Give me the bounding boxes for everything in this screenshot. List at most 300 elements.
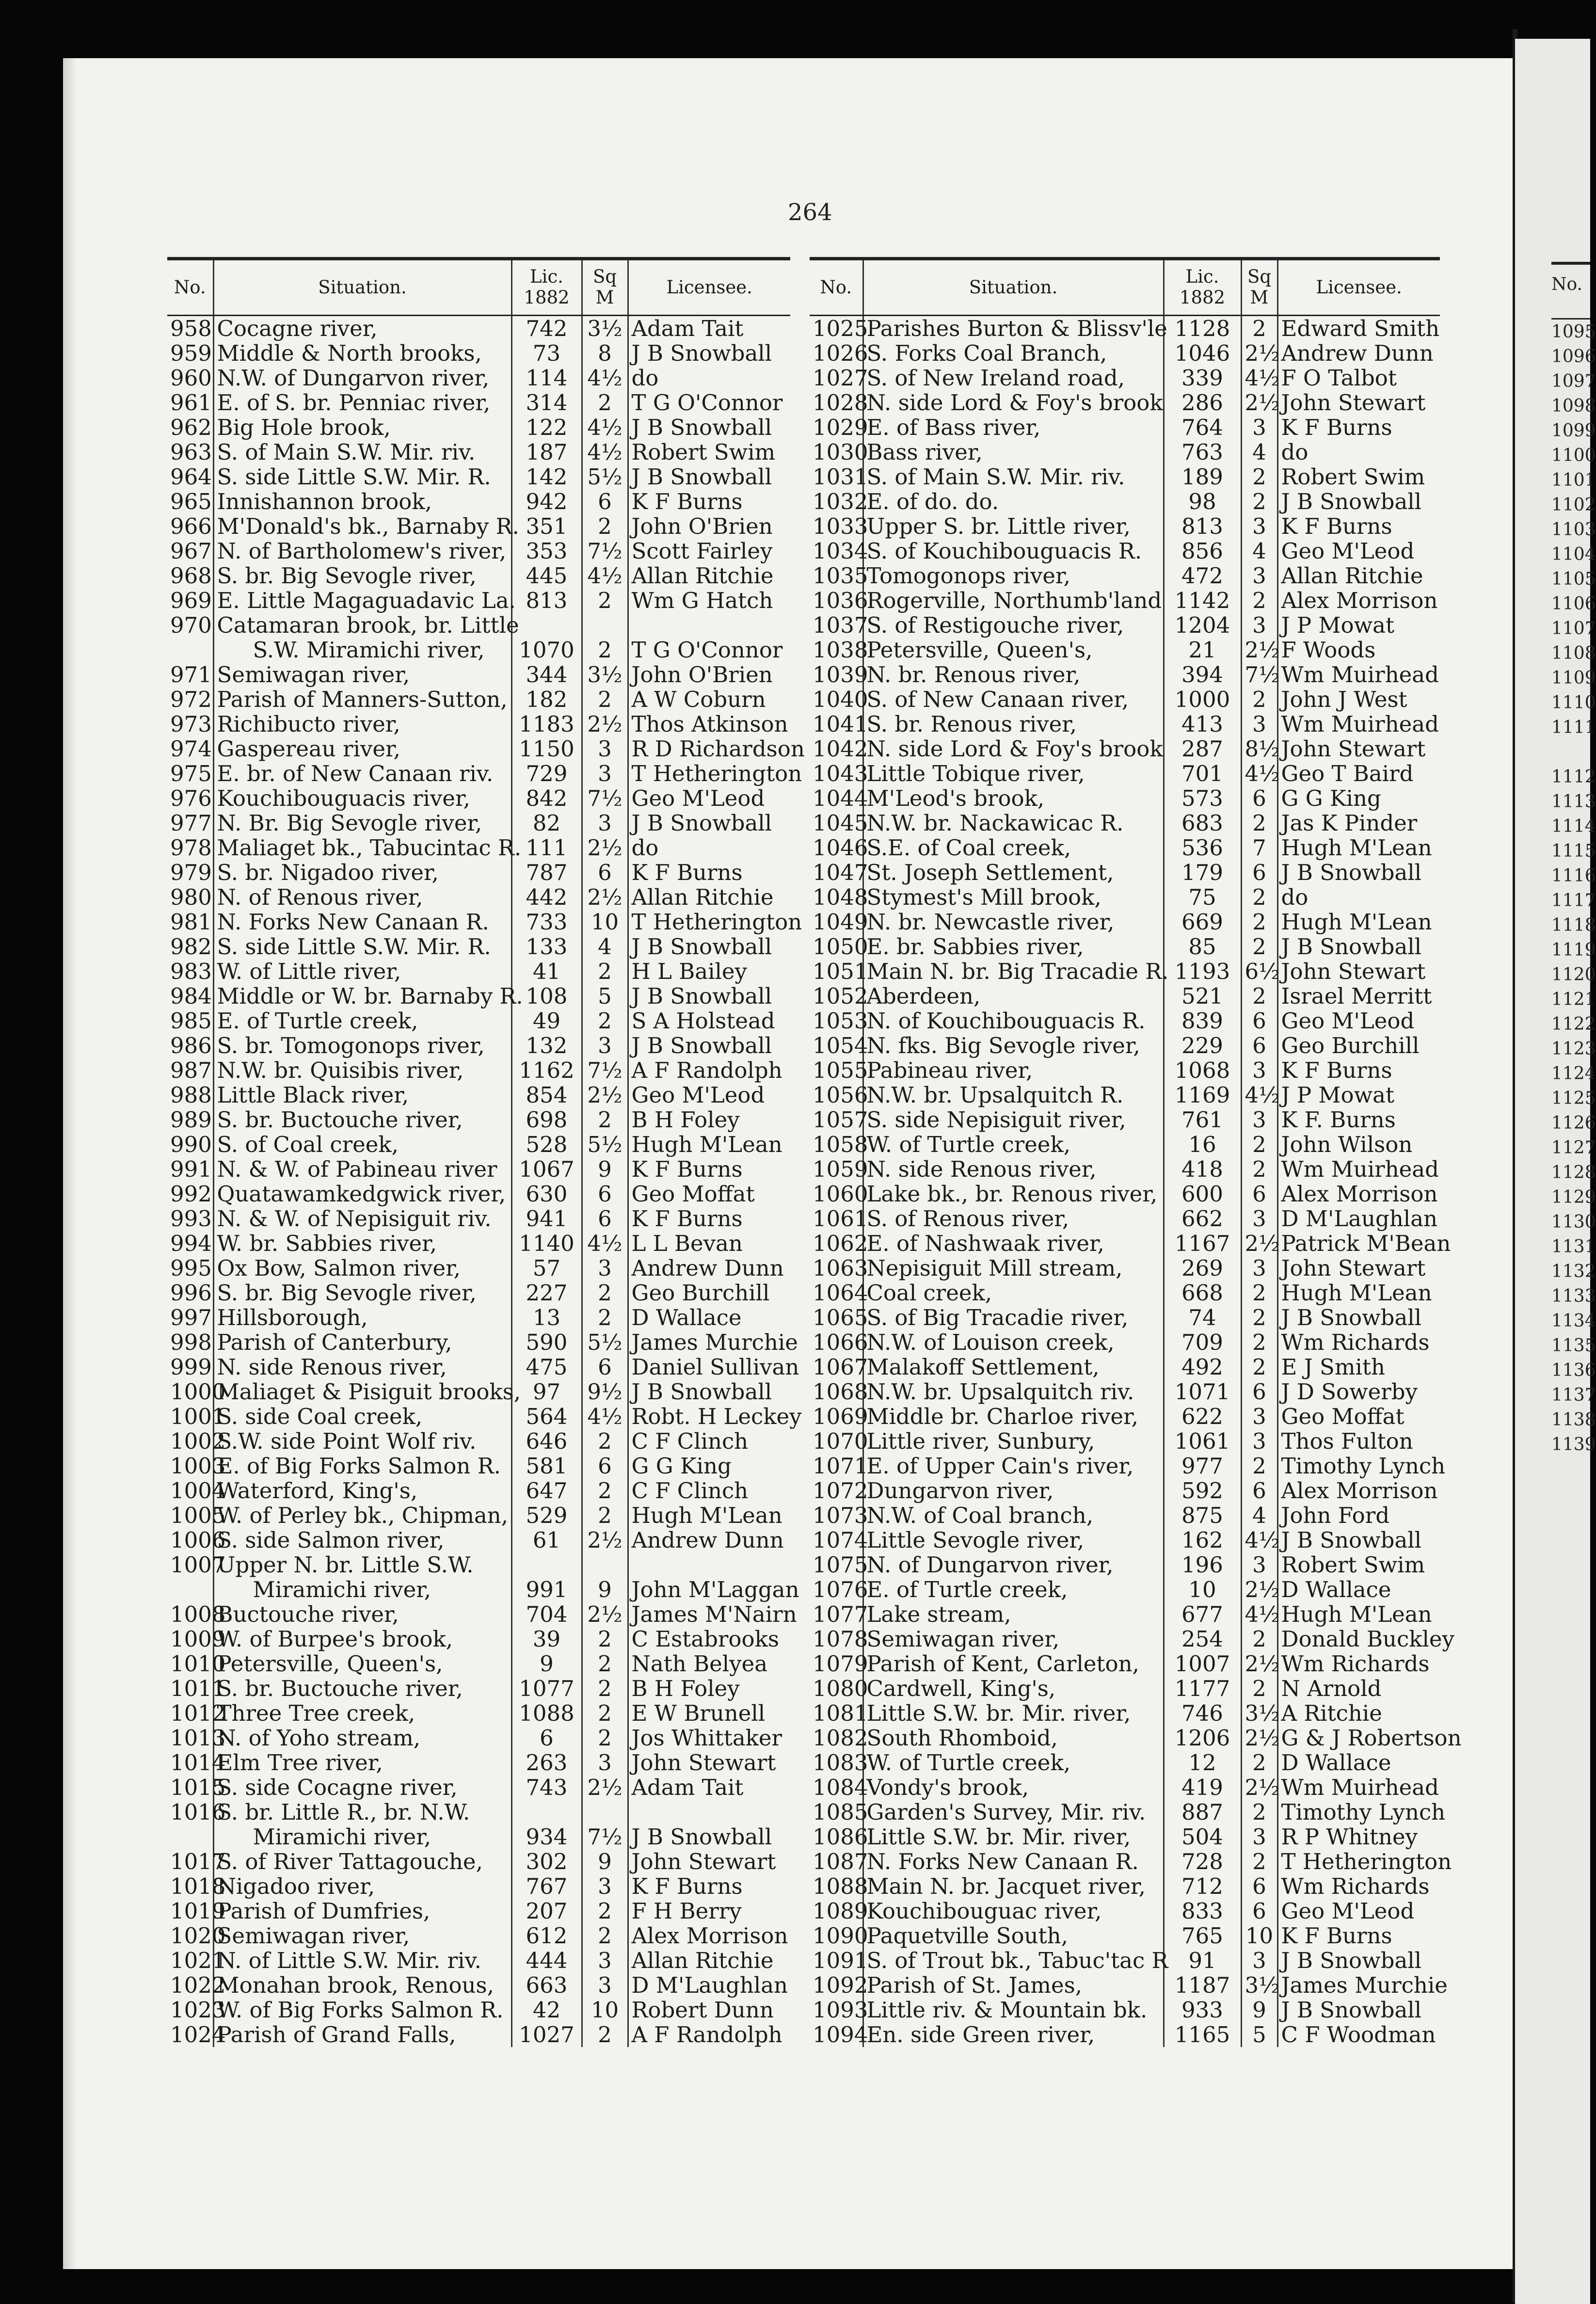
row-licensee <box>628 1552 790 1577</box>
facing-row-number: 1103 <box>1551 520 1596 540</box>
row-licensee: Hugh M'Lean <box>1277 1602 1440 1627</box>
row-licensee: G G King <box>1277 786 1440 811</box>
row-license-number: 97 <box>511 1379 582 1404</box>
facing-row-number: 1137 <box>1551 1385 1596 1405</box>
row-licensee: Thos Fulton <box>1277 1429 1440 1454</box>
row-situation: E. of S. br. Penniac river, <box>213 390 511 415</box>
row-number: 1002 <box>170 1428 226 1454</box>
row-license-number: 133 <box>511 934 582 959</box>
row-license-number: 742 <box>511 316 582 341</box>
row-square-miles: 10 <box>582 910 628 934</box>
row-number: 976 <box>170 785 212 811</box>
row-licensee: E W Brunell <box>628 1701 790 1726</box>
row-square-miles: 2½ <box>1241 1726 1277 1750</box>
table-row <box>810 1800 1440 1824</box>
table-row <box>167 934 790 959</box>
row-situation: W. of Burpee's brook, <box>213 1627 511 1651</box>
row-square-miles: 6 <box>1241 1182 1277 1206</box>
row-licensee: C F Clinch <box>628 1478 790 1503</box>
row-square-miles: 6 <box>582 1355 628 1379</box>
row-square-miles: 5 <box>582 984 628 1008</box>
col-header-situation: Situation. <box>213 259 511 316</box>
row-square-miles: 9 <box>1241 1998 1277 2022</box>
row-situation: En. side Green river, <box>863 2022 1164 2047</box>
row-square-miles: 6 <box>1241 1478 1277 1503</box>
facing-row-number: 1116 <box>1551 866 1596 886</box>
row-license-number: 286 <box>1164 390 1241 415</box>
row-square-miles: 4½ <box>582 1231 628 1256</box>
row-number <box>167 1577 213 1602</box>
row-licensee: R P Whitney <box>1277 1824 1440 1849</box>
row-license-number: 445 <box>511 563 582 588</box>
table-row <box>810 1503 1440 1528</box>
table-row <box>810 687 1440 712</box>
row-license-number: 521 <box>1164 984 1241 1008</box>
row-square-miles: 3 <box>582 1874 628 1899</box>
row-situation: Little Black river, <box>213 1083 511 1107</box>
row-licensee: G & J Robertson <box>1277 1726 1440 1750</box>
license-table-left <box>167 257 805 2048</box>
row-square-miles: 6 <box>1241 860 1277 885</box>
row-license-number: 662 <box>1164 1206 1241 1231</box>
row-number: 962 <box>170 415 212 440</box>
row-license-number: 875 <box>1164 1503 1241 1528</box>
row-licensee: Hugh M'Lean <box>1277 835 1440 860</box>
row-license-number: 122 <box>511 415 582 440</box>
row-square-miles: 7½ <box>582 1824 628 1849</box>
row-number: 975 <box>170 761 212 786</box>
row-licensee: T G O'Connor <box>628 638 790 662</box>
row-square-miles: 6 <box>1241 1033 1277 1058</box>
row-license-number: 763 <box>1164 440 1241 464</box>
row-situation: S. of Renous river, <box>863 1206 1164 1231</box>
row-license-number: 646 <box>511 1429 582 1454</box>
facing-col-header: No. <box>1551 262 1590 320</box>
row-licensee: John J West <box>1277 687 1440 712</box>
row-license-number: 839 <box>1164 1008 1241 1033</box>
row-license-number: 529 <box>511 1503 582 1528</box>
row-licensee: Edward Smith <box>1277 316 1440 341</box>
row-square-miles: 2 <box>1241 1280 1277 1305</box>
row-license-number: 61 <box>511 1528 582 1552</box>
row-situation: Upper S. br. Little river, <box>863 514 1164 539</box>
row-square-miles: 4½ <box>1241 1083 1277 1107</box>
row-license-number: 663 <box>511 1973 582 1998</box>
row-number: 972 <box>170 687 212 712</box>
row-number <box>167 638 213 662</box>
col-header-licensee: Licensee. <box>628 259 790 316</box>
table-row <box>810 1033 1440 1058</box>
row-situation: Parish of St. James, <box>863 1973 1164 1998</box>
row-situation: Main N. br. Big Tracadie R. <box>863 959 1164 984</box>
row-situation: N.W. of Coal branch, <box>863 1503 1164 1528</box>
row-license-number: 442 <box>511 885 582 910</box>
row-situation: Kouchibouguacis river, <box>213 786 511 811</box>
table-row <box>167 1330 790 1355</box>
row-situation: S. br. Renous river, <box>863 712 1164 736</box>
row-license-number: 353 <box>511 539 582 563</box>
row-situation: Semiwagan river, <box>213 662 511 687</box>
row-licensee: John Wilson <box>1277 1132 1440 1157</box>
facing-row-number: 1095 <box>1551 322 1596 342</box>
row-licensee: Geo M'Leod <box>1277 1008 1440 1033</box>
row-situation: Paquetville South, <box>863 1923 1164 1948</box>
row-number: 986 <box>170 1033 212 1058</box>
table-row <box>167 1824 790 1849</box>
row-situation: Nigadoo river, <box>213 1874 511 1899</box>
table-row <box>810 1008 1440 1033</box>
row-license-number: 942 <box>511 489 582 514</box>
table-row <box>167 761 790 786</box>
row-licensee: Jas K Pinder <box>1277 811 1440 835</box>
table-row <box>810 539 1440 563</box>
table-row <box>167 910 790 934</box>
row-situation: Rogerville, Northumb'land <box>863 588 1164 613</box>
row-license-number: 82 <box>511 811 582 835</box>
table-row <box>167 1305 790 1330</box>
row-situation: S. of Main S.W. Mir. riv. <box>863 464 1164 489</box>
facing-row-number: 1126 <box>1551 1113 1596 1133</box>
row-square-miles: 2 <box>582 2022 628 2047</box>
row-square-miles: 3 <box>1241 1552 1277 1577</box>
row-square-miles: 6 <box>582 860 628 885</box>
row-licensee: J P Mowat <box>1277 613 1440 638</box>
table-row <box>167 1454 790 1478</box>
row-situation: Parishes Burton & Blissv'le <box>863 316 1164 341</box>
row-number: 1010 <box>170 1651 226 1677</box>
row-square-miles: 2 <box>1241 885 1277 910</box>
row-licensee: A F Randolph <box>628 1058 790 1083</box>
row-licensee: Hugh M'Lean <box>1277 1280 1440 1305</box>
col-header-sq: Sq M <box>1241 259 1277 316</box>
row-licensee: A W Coburn <box>628 687 790 712</box>
table-row <box>810 761 1440 786</box>
row-square-miles: 2 <box>582 390 628 415</box>
row-situation: S. side Little S.W. Mir. R. <box>213 934 511 959</box>
row-license-number: 704 <box>511 1602 582 1627</box>
row-situation: Kouchibouguac river, <box>863 1899 1164 1923</box>
row-licensee: Geo Moffat <box>1277 1404 1440 1429</box>
row-number: 981 <box>170 909 212 935</box>
row-square-miles: 6 <box>582 1454 628 1478</box>
row-license-number: 1204 <box>1164 613 1241 638</box>
facing-row-number <box>1551 740 1590 765</box>
row-square-miles: 4 <box>1241 1503 1277 1528</box>
row-square-miles: 4½ <box>582 415 628 440</box>
table-row <box>810 440 1440 464</box>
row-licensee: R D Richardson <box>628 736 790 761</box>
row-licensee: T Hetherington <box>628 910 790 934</box>
table-row <box>810 811 1440 835</box>
row-number: 982 <box>170 934 212 960</box>
row-license-number: 419 <box>1164 1775 1241 1800</box>
row-square-miles: 6 <box>1241 1008 1277 1033</box>
row-licensee: Timothy Lynch <box>1277 1454 1440 1478</box>
row-license-number: 21 <box>1164 638 1241 662</box>
row-number: 992 <box>170 1181 212 1207</box>
row-license-number: 492 <box>1164 1355 1241 1379</box>
row-situation: N. & W. of Pabineau river <box>213 1157 511 1182</box>
row-number: 1001 <box>170 1404 226 1429</box>
table-row <box>167 514 790 539</box>
table-row <box>167 1528 790 1552</box>
row-number: 1091 <box>813 1948 868 1973</box>
row-situation: N. Forks New Canaan R. <box>863 1849 1164 1874</box>
row-square-miles: 3 <box>1241 563 1277 588</box>
facing-row-number: 1132 <box>1551 1262 1596 1281</box>
facing-row-number: 1108 <box>1551 643 1596 663</box>
row-number: 961 <box>170 390 212 416</box>
row-number: 1053 <box>813 1008 868 1034</box>
row-licensee: John Stewart <box>1277 736 1440 761</box>
row-license-number: 444 <box>511 1948 582 1973</box>
col-header-lic: Lic. 1882 <box>511 259 582 316</box>
row-number: 1036 <box>813 588 868 613</box>
row-square-miles: 3 <box>1241 415 1277 440</box>
table-row <box>810 1206 1440 1231</box>
row-square-miles: 3 <box>1241 1429 1277 1454</box>
row-licensee: D M'Laughlan <box>1277 1206 1440 1231</box>
table-row <box>167 1775 790 1800</box>
row-situation: S.W. Miramichi river, <box>213 638 511 662</box>
row-number: 994 <box>170 1231 212 1256</box>
row-situation: N. side Renous river, <box>213 1355 511 1379</box>
row-square-miles: 5½ <box>582 1132 628 1157</box>
row-license-number: 1167 <box>1164 1231 1241 1256</box>
row-situation: S. of Main S.W. Mir. riv. <box>213 440 511 464</box>
row-number: 1039 <box>813 662 868 688</box>
row-square-miles: 4½ <box>582 366 628 390</box>
row-licensee: J B Snowball <box>628 1033 790 1058</box>
row-number: 1012 <box>170 1700 226 1726</box>
row-number: 1055 <box>813 1057 868 1083</box>
row-square-miles: 7 <box>1241 835 1277 860</box>
row-licensee: Allan Ritchie <box>628 885 790 910</box>
row-number: 1044 <box>813 785 868 811</box>
row-licensee: J B Snowball <box>1277 489 1440 514</box>
table-row <box>810 1824 1440 1849</box>
row-license-number: 573 <box>1164 786 1241 811</box>
row-license-number: 196 <box>1164 1552 1241 1577</box>
row-license-number: 933 <box>1164 1998 1241 2022</box>
row-number: 1042 <box>813 736 868 762</box>
row-licensee: Robert Swim <box>1277 464 1440 489</box>
row-situation: N. side Renous river, <box>863 1157 1164 1182</box>
row-number: 967 <box>170 538 212 564</box>
table-row <box>810 1107 1440 1132</box>
table-row <box>810 588 1440 613</box>
row-licensee: Geo M'Leod <box>628 786 790 811</box>
row-number: 1094 <box>813 2022 868 2048</box>
row-square-miles: 9 <box>582 1577 628 1602</box>
table-row <box>810 1627 1440 1651</box>
table-row <box>167 687 790 712</box>
row-situation: S. of Restigouche river, <box>863 613 1164 638</box>
facing-row-number: 1113 <box>1551 792 1596 812</box>
row-licensee: Adam Tait <box>628 316 790 341</box>
row-square-miles: 3 <box>582 1256 628 1280</box>
facing-row-number: 1104 <box>1551 544 1596 564</box>
table-row <box>167 1750 790 1775</box>
row-square-miles: 5 <box>1241 2022 1277 2047</box>
row-number: 1028 <box>813 390 868 416</box>
row-number: 965 <box>170 489 212 514</box>
table-row <box>167 440 790 464</box>
row-license-number: 10 <box>1164 1577 1241 1602</box>
facing-row-number: 1134 <box>1551 1311 1596 1331</box>
table-row <box>167 539 790 563</box>
row-situation: Middle br. Charloe river, <box>863 1404 1164 1429</box>
row-number: 973 <box>170 711 212 737</box>
row-square-miles: 4½ <box>582 563 628 588</box>
row-situation: E. br. of New Canaan riv. <box>213 761 511 786</box>
row-licensee: Geo Moffat <box>628 1182 790 1206</box>
row-licensee: Scott Fairley <box>628 539 790 563</box>
row-license-number: 179 <box>1164 860 1241 885</box>
row-number: 1086 <box>813 1824 868 1850</box>
row-situation: Maliaget & Pisiguit brooks, <box>213 1379 511 1404</box>
row-license-number: 564 <box>511 1404 582 1429</box>
row-situation: Petersville, Queen's, <box>213 1651 511 1676</box>
row-situation: N.W. br. Upsalquitch riv. <box>863 1379 1164 1404</box>
row-square-miles: 2 <box>1241 1800 1277 1824</box>
row-situation: Parish of Dumfries, <box>213 1899 511 1923</box>
row-square-miles: 2½ <box>582 835 628 860</box>
facing-row-number: 1118 <box>1551 915 1596 935</box>
row-square-miles: 2 <box>582 1923 628 1948</box>
row-situation: Little S.W. br. Mir. river, <box>863 1701 1164 1726</box>
table-row <box>167 984 790 1008</box>
row-situation: Malakoff Settlement, <box>863 1355 1164 1379</box>
table-row <box>167 1157 790 1182</box>
row-situation: Elm Tree river, <box>213 1750 511 1775</box>
row-licensee: K F Burns <box>628 489 790 514</box>
row-license-number: 42 <box>511 1998 582 2022</box>
row-number: 1062 <box>813 1231 868 1256</box>
row-number: 996 <box>170 1280 212 1306</box>
row-number: 1058 <box>813 1132 868 1157</box>
table-row <box>167 736 790 761</box>
row-situation: Buctouche river, <box>213 1602 511 1627</box>
row-licensee: D Wallace <box>1277 1577 1440 1602</box>
table-row <box>167 1627 790 1651</box>
row-situation: S.E. of Coal creek, <box>863 835 1164 860</box>
row-number: 1025 <box>813 316 868 341</box>
row-license-number: 1150 <box>511 736 582 761</box>
row-licensee: J B Snowball <box>628 341 790 366</box>
row-number: 1031 <box>813 464 868 490</box>
row-situation: Cardwell, King's, <box>863 1676 1164 1701</box>
row-square-miles: 3 <box>1241 613 1277 638</box>
table-row <box>810 1355 1440 1379</box>
row-square-miles: 2 <box>1241 811 1277 835</box>
row-licensee: Geo M'Leod <box>1277 539 1440 563</box>
row-square-miles: 2 <box>1241 687 1277 712</box>
row-license-number <box>511 1552 582 1577</box>
table-row <box>810 1973 1440 1998</box>
facing-row-number: 1122 <box>1551 1014 1596 1034</box>
row-square-miles: 4 <box>1241 539 1277 563</box>
row-situation: S. br. Little R., br. N.W. <box>213 1800 511 1824</box>
table-row <box>810 1132 1440 1157</box>
table-row <box>810 662 1440 687</box>
row-number: 1030 <box>813 439 868 465</box>
row-license-number: 1071 <box>1164 1379 1241 1404</box>
table-row <box>167 316 790 341</box>
row-licensee: Thos Atkinson <box>628 712 790 736</box>
row-number: 1029 <box>813 415 868 440</box>
row-square-miles: 3 <box>1241 1256 1277 1280</box>
row-square-miles: 2 <box>1241 934 1277 959</box>
row-situation: E. br. Sabbies river, <box>863 934 1164 959</box>
row-licensee: Wm Richards <box>1277 1330 1440 1355</box>
page-number: 264 <box>788 199 832 226</box>
table-row <box>810 1256 1440 1280</box>
row-situation: W. of Little river, <box>213 959 511 984</box>
row-number: 1068 <box>813 1379 868 1405</box>
row-situation: Coal creek, <box>863 1280 1164 1305</box>
facing-row-number: 1117 <box>1551 891 1596 911</box>
table-row <box>810 1157 1440 1182</box>
table-row <box>810 885 1440 910</box>
row-number: 1092 <box>813 1972 868 1998</box>
row-licensee <box>628 1800 790 1824</box>
table-row <box>810 910 1440 934</box>
row-license-number: 590 <box>511 1330 582 1355</box>
row-license-number: 622 <box>1164 1404 1241 1429</box>
row-number: 1065 <box>813 1305 868 1330</box>
row-square-miles: 4½ <box>1241 1528 1277 1552</box>
row-square-miles: 9 <box>582 1157 628 1182</box>
row-square-miles: 2½ <box>582 1775 628 1800</box>
table-row <box>167 1899 790 1923</box>
row-square-miles: 7½ <box>582 539 628 563</box>
row-situation: E. of Turtle creek, <box>213 1008 511 1033</box>
facing-row-number: 1109 <box>1551 668 1596 688</box>
facing-row-number: 1100 <box>1551 446 1596 465</box>
row-situation: M'Donald's bk., Barnaby R. <box>213 514 511 539</box>
row-license-number: 39 <box>511 1627 582 1651</box>
row-number: 1057 <box>813 1107 868 1133</box>
row-number: 1048 <box>813 884 868 910</box>
row-license-number: 418 <box>1164 1157 1241 1182</box>
row-square-miles: 3 <box>1241 1206 1277 1231</box>
row-license-number: 842 <box>511 786 582 811</box>
row-square-miles: 4½ <box>582 440 628 464</box>
row-situation: St. Joseph Settlement, <box>863 860 1164 885</box>
row-situation: Little Tobique river, <box>863 761 1164 786</box>
row-licensee: J B Snowball <box>628 811 790 835</box>
row-licensee: T Hetherington <box>1277 1849 1440 1874</box>
row-square-miles: 2½ <box>1241 1651 1277 1676</box>
row-license-number: 229 <box>1164 1033 1241 1058</box>
row-licensee: K F. Burns <box>1277 1107 1440 1132</box>
row-number: 966 <box>170 513 212 539</box>
facing-row-number: 1096 <box>1551 347 1596 367</box>
table-row <box>810 415 1440 440</box>
row-square-miles: 3 <box>582 761 628 786</box>
table-row <box>810 613 1440 638</box>
table-row <box>167 1973 790 1998</box>
row-situation: Catamaran brook, br. Little <box>213 613 511 638</box>
table-row <box>167 1874 790 1899</box>
table-row <box>167 1676 790 1701</box>
row-square-miles: 2 <box>1241 910 1277 934</box>
facing-row-number: 1139 <box>1551 1435 1596 1455</box>
table-row <box>167 1478 790 1503</box>
row-licensee: J B Snowball <box>628 984 790 1008</box>
row-square-miles: 2 <box>582 1107 628 1132</box>
